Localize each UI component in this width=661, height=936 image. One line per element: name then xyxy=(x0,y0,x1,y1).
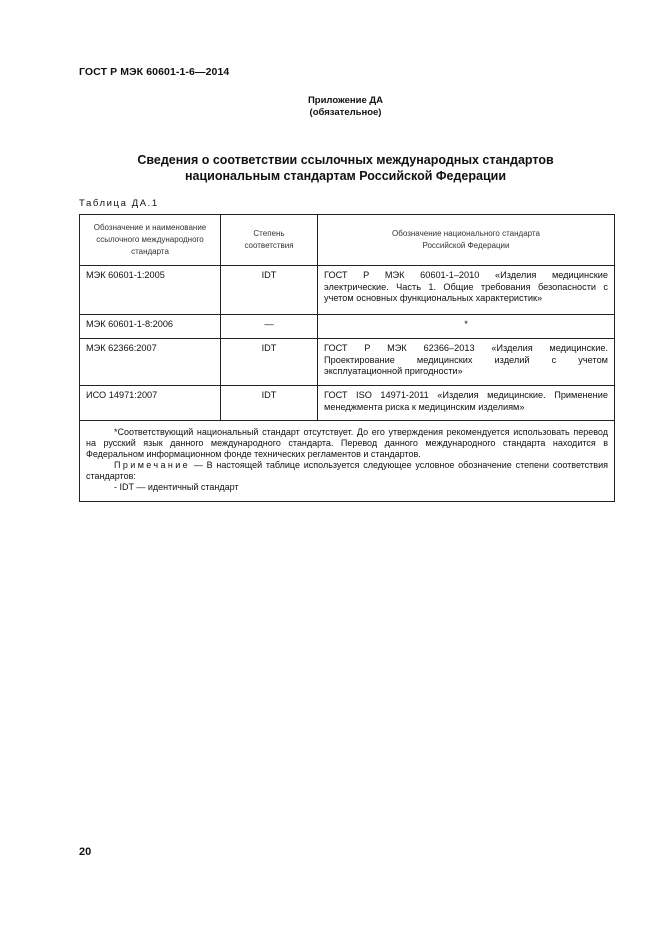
header-national-standard xyxy=(318,215,615,266)
cell-degree: IDT xyxy=(221,339,318,386)
cell-national: ГОСТ Р МЭК 62366–2013 «Изделия медицинские. Проектирование медицинских изделий с учетом эксплуатационной пригодности» xyxy=(318,339,615,386)
section-title-line-1: Сведения о соответствии ссылочных международных стандартов xyxy=(137,153,554,167)
section-title xyxy=(0,152,661,184)
header-line: стандарта xyxy=(131,247,169,256)
header-degree xyxy=(221,215,318,266)
table-row xyxy=(80,339,615,386)
cell-international: МЭК 62366:2007 xyxy=(80,339,221,386)
header-line: Обозначение и наименование xyxy=(93,223,207,232)
cell-national: * xyxy=(318,315,615,339)
header-line: Российской Федерации xyxy=(422,241,510,250)
table-header-row xyxy=(80,215,615,266)
table-caption: Таблица ДА.1 xyxy=(79,198,159,209)
cell-international: ИСО 14971:2007 xyxy=(80,386,221,421)
table-row xyxy=(80,266,615,315)
note-list-item: - IDT — идентичный стандарт xyxy=(114,482,239,492)
header-line: Обозначение национального стандарта xyxy=(392,229,540,238)
document-code: ГОСТ Р МЭК 60601-1-6—2014 xyxy=(79,66,230,78)
annex-block xyxy=(0,95,661,119)
table-row xyxy=(80,386,615,421)
cell-degree: IDT xyxy=(221,266,318,315)
table-notes xyxy=(80,421,615,502)
header-line: соответствия xyxy=(244,241,294,250)
note-label: Примечание xyxy=(114,460,191,470)
cell-national: ГОСТ Р МЭК 60601-1–2010 «Изделия медицинские электрические. Часть 1. Общие требования безопасности с учетом основных функциональных характеристик» xyxy=(318,266,615,315)
cell-degree: IDT xyxy=(221,386,318,421)
note-text: — В настоящей таблице используется следующее условное обозначение степени соответствия стандартов: xyxy=(86,460,608,481)
header-international-standard xyxy=(80,215,221,266)
annex-title: Приложение ДА xyxy=(307,95,384,106)
footnote-text: *Соответствующий национальный стандарт отсутствует. До его утверждения рекомендуется использовать перевод на русский язык данного международного стандарта. Перевод данного международного стандарта находится в Федеральном информационном фонде технических регламентов и стандартов. xyxy=(86,427,608,459)
annex-status: (обязательное) xyxy=(309,107,382,118)
cell-degree: — xyxy=(221,315,318,339)
cell-international: МЭК 60601-1-8:2006 xyxy=(80,315,221,339)
page-number: 20 xyxy=(79,846,92,858)
cell-international: МЭК 60601-1:2005 xyxy=(80,266,221,315)
correspondence-table xyxy=(79,214,615,502)
section-title-line-2: национальным стандартам Российской Федерации xyxy=(184,169,507,183)
table-notes-row xyxy=(80,421,615,502)
header-line: Степень xyxy=(253,229,285,238)
cell-national: ГОСТ ISO 14971-2011 «Изделия медицинские. Применение менеджмента риска к медицинским изделиям» xyxy=(318,386,615,421)
header-line: ссылочного международного xyxy=(96,235,204,244)
note-paragraph xyxy=(86,460,608,482)
table-row xyxy=(80,315,615,339)
